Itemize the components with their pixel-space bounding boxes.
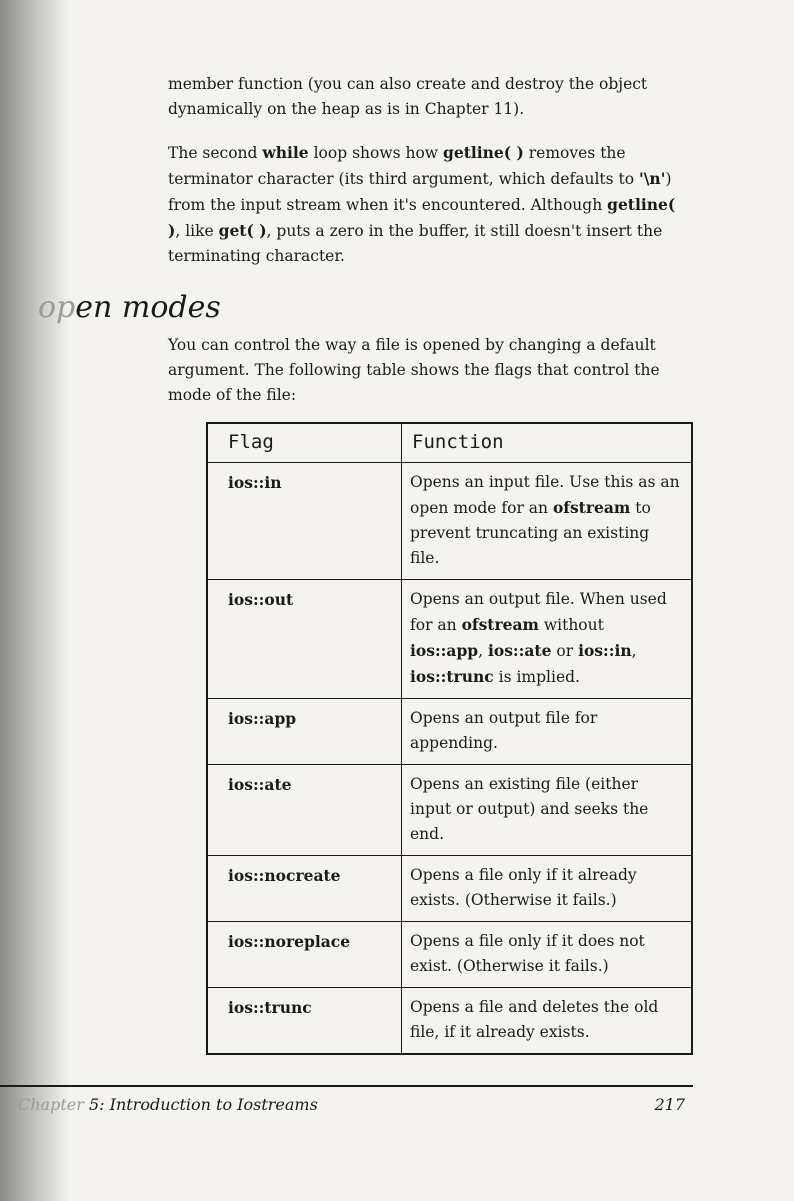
paragraph-run: '\n': [639, 169, 666, 188]
paragraph-run: ) from the input stream when it's encountered. Although: [168, 170, 672, 214]
function-run: Opens an existing file (either input or output) and seeks the end.: [410, 775, 649, 843]
function-cell: [402, 580, 693, 699]
footer-rule: [0, 1085, 693, 1087]
flag-cell: ios::nocreate: [207, 856, 402, 922]
function-run: without: [538, 616, 604, 634]
paragraph-run: while: [262, 143, 309, 162]
open-modes-table: [206, 422, 693, 1055]
table-header-row: [207, 423, 692, 463]
function-run: is implied.: [493, 668, 580, 686]
function-run: or: [551, 642, 579, 660]
function-run: Opens an output file for appending.: [410, 709, 598, 752]
function-run: to prevent truncating an existing file.: [410, 499, 651, 567]
flag-cell: ios::out: [207, 580, 402, 699]
page-number: 217: [654, 1095, 685, 1114]
function-run: Opens an input file. Use this as an open mode for an: [410, 473, 680, 517]
function-run: ios::ate: [487, 641, 552, 660]
page-gutter-shadow: [0, 0, 70, 1201]
paragraph-run: The second: [168, 144, 263, 162]
flag-cell: ios::noreplace: [207, 922, 402, 988]
function-run: ios::trunc: [410, 667, 494, 686]
paragraph-run: , like: [175, 222, 219, 240]
function-run: Opens an output file. When used for an: [410, 590, 667, 634]
flag-cell: ios::app: [207, 699, 402, 765]
function-run: ofstream: [552, 498, 631, 517]
table-row: [207, 580, 692, 699]
table-row: [207, 922, 692, 988]
function-run: ,: [478, 642, 488, 660]
paragraph-run: getline( ): [168, 195, 676, 240]
function-cell: [402, 463, 693, 580]
table-row: [207, 765, 692, 856]
function-run: Opens a file only if it already exists. (Otherwise it fails.): [410, 866, 637, 909]
paragraph-run: removes the terminator character (its third argument, which defaults to: [168, 144, 640, 188]
footer-chapter-main: 5: Introduction to Iostreams: [83, 1095, 318, 1114]
function-cell: [402, 856, 693, 922]
paragraph-run: , puts a zero in the buffer, it still doesn't insert the terminating character.: [168, 222, 663, 265]
function-run: ios::app: [410, 641, 479, 660]
function-cell: [402, 922, 693, 988]
paragraph-run: get( ): [218, 221, 267, 240]
function-run: ,: [631, 642, 637, 660]
flag-cell: ios::trunc: [207, 988, 402, 1055]
function-cell: [402, 699, 693, 765]
footer-chapter-title: [18, 1094, 318, 1116]
paragraph-continued: member function (you can also create and destroy the object dynamically on the heap as is in Chapter 11).: [168, 75, 648, 118]
paragraph-run: loop shows how: [308, 144, 443, 162]
function-run: Opens a file and deletes the old file, if it already exists.: [410, 998, 659, 1041]
paragraph-getline: [168, 140, 688, 269]
table-row: [207, 988, 692, 1055]
table-row: [207, 463, 692, 580]
section-heading-faded: op: [38, 290, 76, 325]
function-run: Opens a file only if it does not exist. (Otherwise it fails.): [410, 932, 645, 975]
function-cell: [402, 765, 693, 856]
flag-cell: ios::ate: [207, 765, 402, 856]
section-heading: [38, 290, 221, 326]
flag-cell: ios::in: [207, 463, 402, 580]
section-heading-main: en modes: [75, 290, 221, 325]
function-run: ofstream: [461, 615, 539, 634]
function-run: ios::in: [578, 641, 632, 660]
table-row: [207, 856, 692, 922]
paragraph-run: getline( ): [443, 143, 524, 162]
function-cell: [402, 988, 693, 1055]
header-function: Function: [402, 423, 693, 463]
footer-chapter-faded: Chapter: [18, 1095, 84, 1114]
header-flag: Flag: [207, 423, 402, 463]
table-row: [207, 699, 692, 765]
paragraph-open-modes-intro: You can control the way a file is opened by changing a default argument. The following table shows the flags that control the mode of the file:: [168, 336, 660, 404]
